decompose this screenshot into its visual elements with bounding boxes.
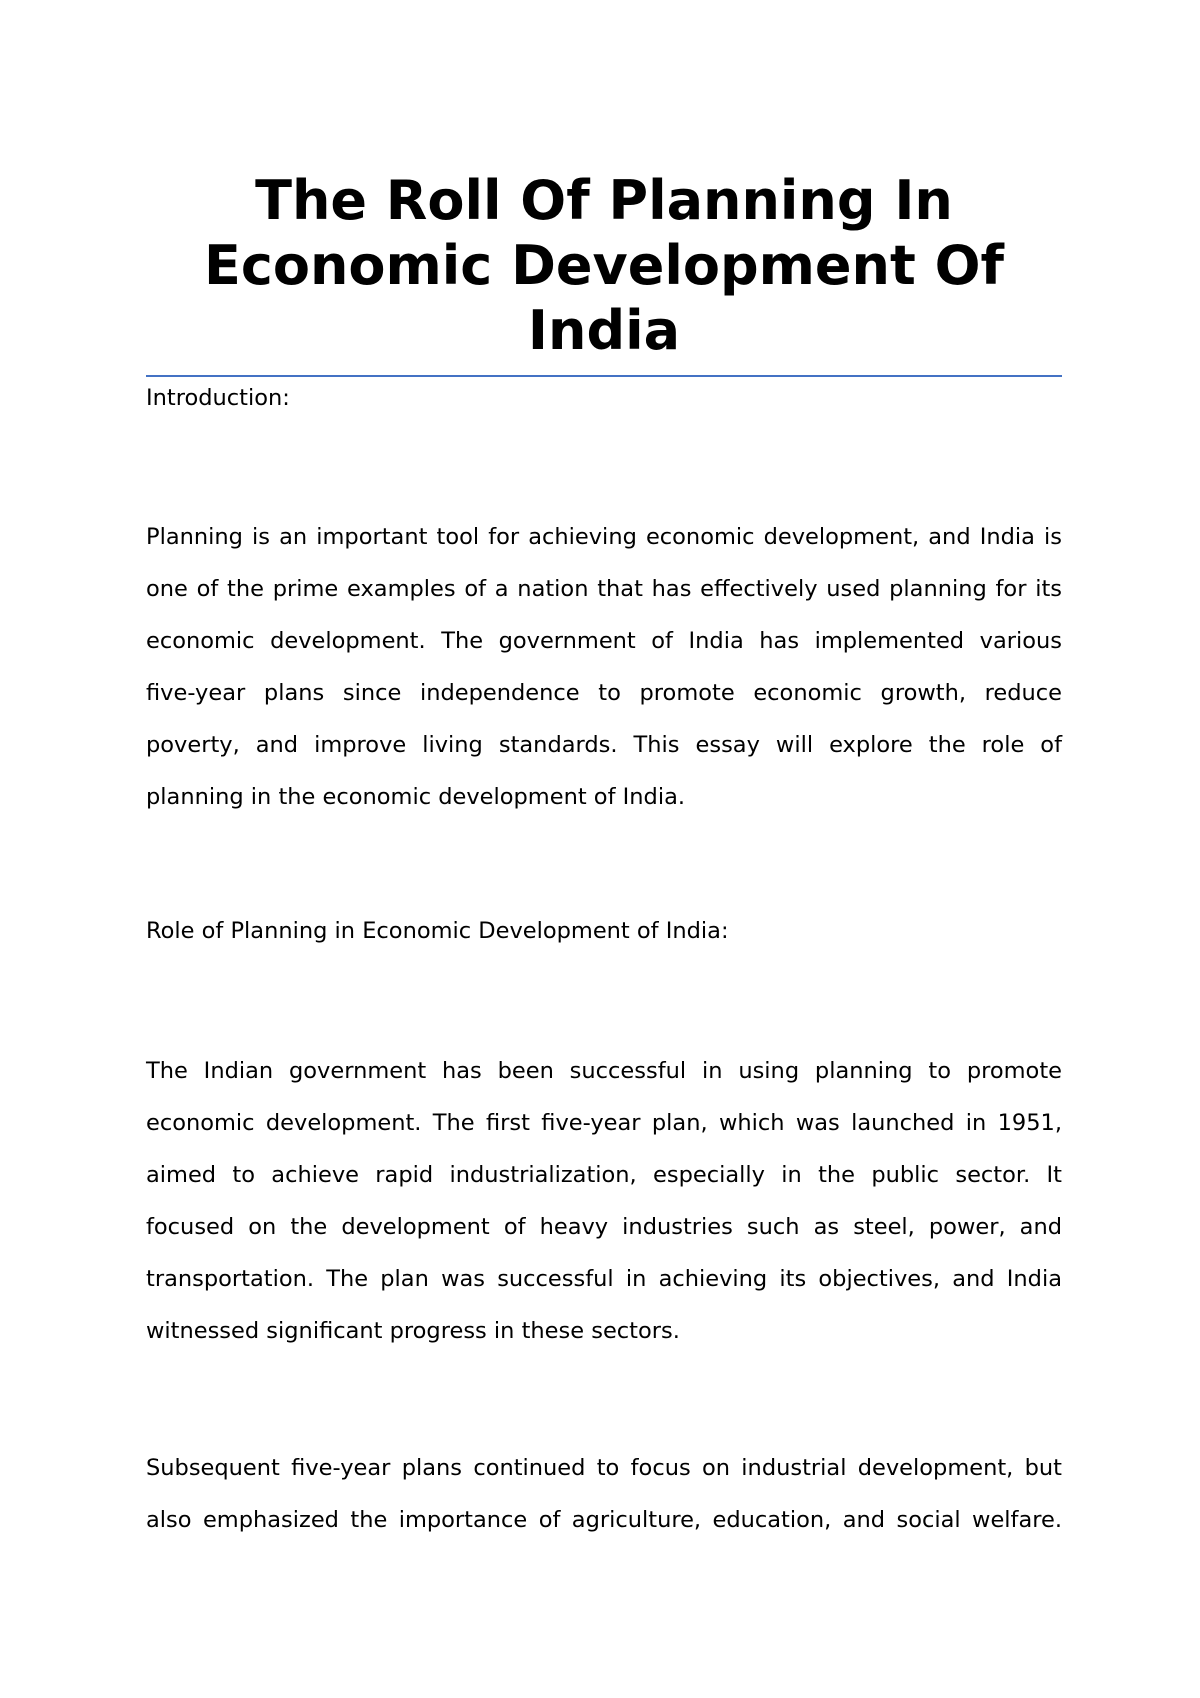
role-paragraph-2 [146,1442,1062,1546]
paragraph-line: economic development. The first five-year plan, which was launched in 1951, [146,1110,1062,1136]
document-title [146,168,1062,363]
role-heading: Role of Planning in Economic Development of India: [146,918,729,944]
paragraph-line: five-year plans since independence to promote economic growth, reduce [146,680,1062,706]
paragraph-line: focused on the development of heavy industries such as steel, power, and [146,1214,1062,1240]
paragraph-line: one of the prime examples of a nation that has effectively used planning for its [146,576,1062,602]
title-underline-rule [146,375,1062,377]
title-line: The Roll Of Planning In [255,169,953,232]
paragraph-line: witnessed significant progress in these sectors. [146,1318,680,1344]
paragraph-line: aimed to achieve rapid industrialization, especially in the public sector. It [146,1162,1062,1188]
role-paragraph-1 [146,1045,1062,1357]
title-line: India [527,299,681,362]
paragraph-line: The Indian government has been successful in using planning to promote [146,1058,1062,1084]
paragraph-line: economic development. The government of India has implemented various [146,628,1062,654]
paragraph-line: planning in the economic development of India. [146,784,686,810]
intro-heading: Introduction: [146,385,290,411]
paragraph-line: also emphasized the importance of agriculture, education, and social welfare. [146,1507,1062,1533]
paragraph-line: poverty, and improve living standards. This essay will explore the role of [146,732,1062,758]
paragraph-line: transportation. The plan was successful in achieving its objectives, and India [146,1266,1062,1292]
intro-paragraph [146,511,1062,823]
title-line: Economic Development Of [203,234,1004,297]
paragraph-line: Planning is an important tool for achieving economic development, and India is [146,524,1062,550]
paragraph-line: Subsequent five-year plans continued to focus on industrial development, but [146,1455,1062,1481]
